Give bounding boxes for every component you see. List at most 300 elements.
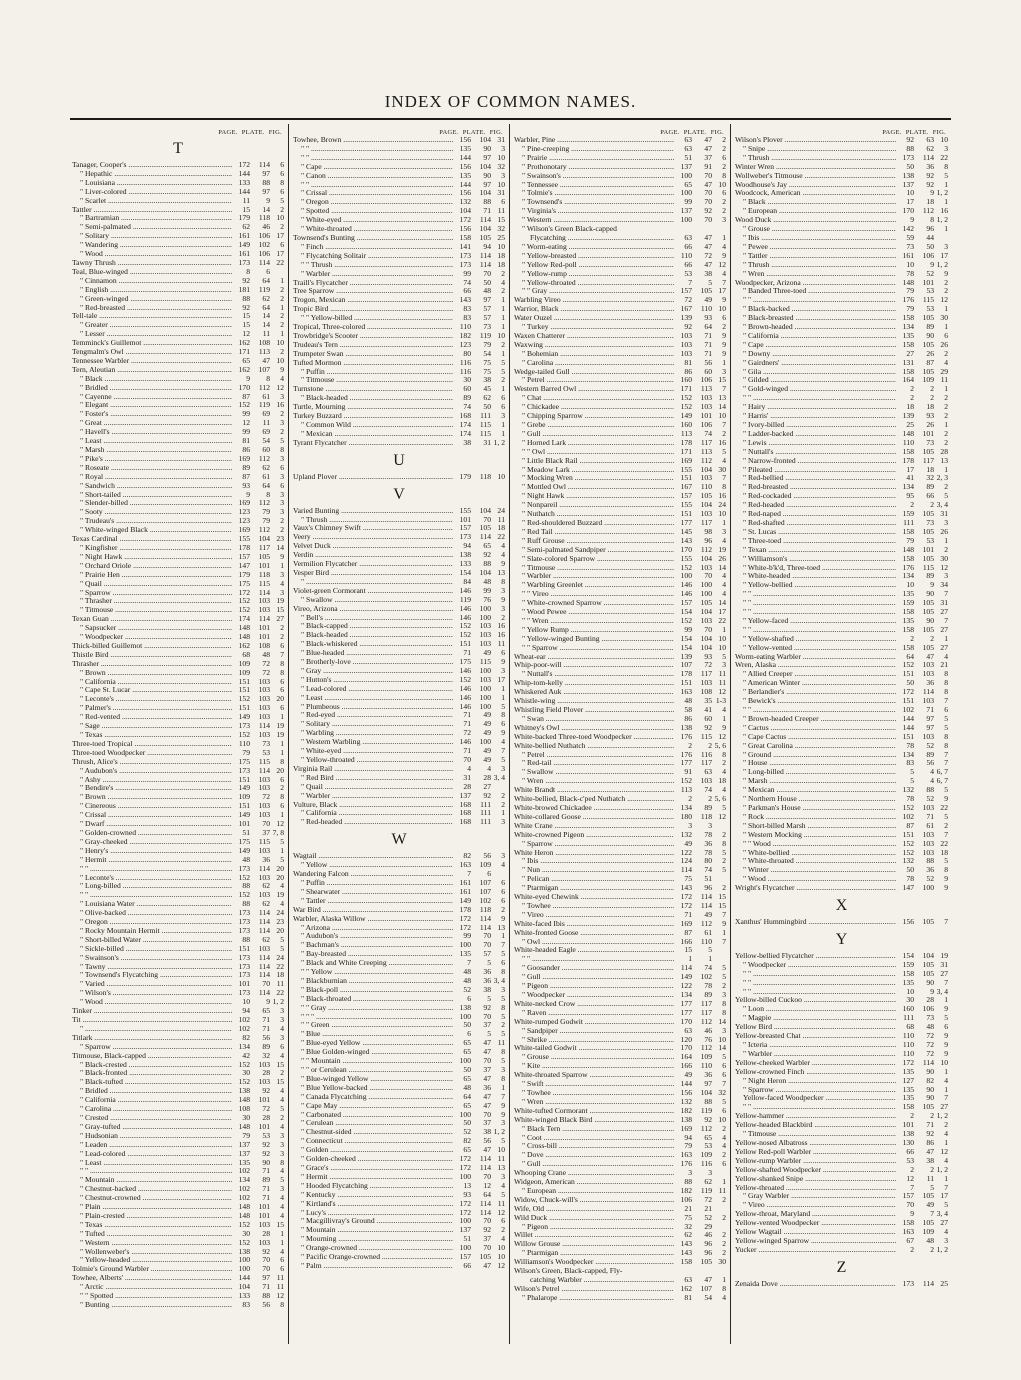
entry-name: Wandering Falcon ..... [293, 870, 453, 879]
entry-plate: 70 [704, 215, 712, 225]
entry-page: 110 [459, 322, 471, 332]
index-entry [514, 172, 726, 181]
entry-fig: 15 [276, 1059, 284, 1069]
entry-page: 149 [238, 240, 250, 250]
index-entry [293, 412, 505, 421]
entry-page: 102 [238, 1184, 250, 1194]
entry-fig: 12 [718, 811, 726, 821]
entry-page: 99 [684, 197, 692, 207]
section-letter: Z [836, 1258, 847, 1276]
entry-page: 152 [238, 890, 250, 900]
entry-page: 10 [906, 986, 914, 996]
entry-name: " Yellow-breasted ..... [514, 252, 674, 261]
entry-name: " Yellow-rump ..... [514, 270, 674, 279]
entry-name: " Dwarf ..... [72, 820, 232, 829]
entry-name: " Lucy's ..... [293, 1209, 453, 1218]
entry-name: Titmouse, Black-capped ..... [72, 1052, 232, 1061]
entry-plate: 9 [266, 195, 270, 205]
entry-name: Trowbridge's Scooter ..... [293, 332, 453, 341]
entry-plate: 104 [700, 642, 712, 652]
entry-page: 133 [459, 559, 471, 569]
entry-fig: 3 [501, 851, 505, 861]
entry-fig: 12 [276, 819, 284, 829]
entry-fig: 14 [718, 402, 726, 412]
entry-fig: 19 [718, 544, 726, 554]
entry-page: 27 [906, 348, 914, 358]
index-entry [514, 581, 726, 590]
entry-fig: 3 [280, 498, 284, 508]
entry-name: " Olive-backed ..... [72, 909, 232, 918]
entry-page: 138 [459, 550, 471, 560]
entry-fig: 6 [280, 774, 284, 784]
entry-name: Towhee, Brown ..... [293, 136, 453, 145]
index-entry [293, 1066, 505, 1075]
entry-fig: 4 [501, 550, 505, 560]
entry-plate: 56 [262, 1032, 270, 1042]
entry-name: " Black-tufted ..... [72, 1078, 232, 1087]
entry-fig: 14 [718, 562, 726, 572]
entry-page: 177 [680, 1007, 692, 1017]
entry-page: 53 [906, 1155, 914, 1165]
index-entry [72, 464, 284, 473]
index-entry [514, 555, 726, 564]
entry-name: " Lesser ..... [72, 330, 232, 339]
entry-page: 79 [242, 1130, 250, 1140]
entry-page: 111 [903, 1013, 914, 1023]
entry-page: 81 [684, 1292, 692, 1302]
entry-plate: 116 [700, 1159, 712, 1169]
entry-page: 110 [902, 437, 914, 447]
entry-page: 135 [902, 1093, 914, 1103]
entry-name: " Banded Three-toed ..... [735, 287, 896, 296]
index-entry [72, 1283, 284, 1292]
entry-page: 103 [680, 339, 692, 349]
entry-name: " Horned Lark ..... [514, 439, 674, 448]
entry-name: " Cactus ..... [735, 724, 896, 733]
entry-fig: 2 [722, 829, 726, 839]
entry-name: " " Gray ..... [514, 287, 674, 296]
entry-fig: 7 [722, 1079, 726, 1089]
entry-page: 62 [242, 222, 250, 232]
entry-name: " Wilson's ..... [72, 989, 232, 998]
index-entry [72, 321, 284, 330]
entry-plate: 60 [704, 713, 712, 723]
entry-page: 161 [238, 231, 250, 241]
entry-fig: 2 [280, 1112, 284, 1122]
index-entry [293, 640, 505, 649]
index-entry [72, 1105, 284, 1114]
entry-name: " Black-fronted ..... [72, 1069, 232, 1078]
entry-plate: 114 [479, 1162, 491, 1172]
index-entry [293, 631, 505, 640]
entry-fig: 2 [722, 1123, 726, 1133]
entry-plate: 90 [483, 143, 491, 153]
index-entry [735, 1246, 948, 1255]
index-entry [72, 473, 284, 482]
entry-name: Wagtail ..... [293, 852, 453, 861]
entry-fig: 5 [280, 436, 284, 446]
entry-fig: 4 [280, 1086, 284, 1096]
index-entry [293, 897, 505, 906]
entry-page: 149 [238, 845, 250, 855]
entry-page: 151 [902, 669, 914, 679]
entry-page: 104 [238, 1282, 250, 1292]
index-entry [72, 704, 284, 713]
entry-plate: 100 [700, 589, 712, 599]
index-entry [72, 713, 284, 722]
entry-name: Turkey Buzzard ..... [293, 412, 453, 421]
entry-plate: 62 [262, 934, 270, 944]
entry-page: 138 [680, 1114, 692, 1124]
entry-name: " Bartramian ..... [72, 214, 232, 223]
index-entry [735, 884, 948, 893]
entry-page: 155 [459, 505, 471, 515]
entry-page: 176 [680, 1159, 692, 1169]
entry-name: " Western Warbling ..... [293, 738, 453, 747]
entry-fig: 22 [940, 802, 948, 812]
entry-plate: 63 [926, 135, 934, 144]
index-entry [514, 902, 726, 911]
entry-plate: 103 [700, 393, 712, 403]
entry-fig: 1, 2 [936, 188, 948, 198]
entry-fig: 5 [280, 195, 284, 205]
entry-fig: 1 [280, 738, 284, 748]
entry-plate: 47 [483, 1260, 491, 1270]
entry-name: " Prothonotary ..... [514, 163, 674, 172]
entry-page: 172 [459, 922, 471, 932]
entry-name: Temminck's Guillemot ..... [72, 339, 232, 348]
index-entry [514, 145, 726, 154]
entry-page: 86 [684, 366, 692, 376]
index-entry [514, 296, 726, 305]
entry-name: " Black-throated ..... [293, 995, 453, 1004]
index-entry [293, 1084, 505, 1093]
index-entry [735, 724, 948, 733]
entry-fig: 1 [722, 624, 726, 634]
index-entry [735, 1050, 948, 1059]
entry-page: 154 [680, 607, 692, 617]
entry-name: " Texas ..... [72, 1221, 232, 1230]
index-entry [293, 1200, 505, 1209]
entry-plate: 106 [258, 231, 270, 241]
entry-fig: 8 [501, 710, 505, 720]
entry-fig: 5 [722, 1096, 726, 1106]
index-entry [72, 927, 284, 936]
entry-plate: 112 [700, 1123, 712, 1133]
entry-page: 71 [463, 648, 471, 658]
index-entry [72, 571, 284, 580]
entry-name: " Meadow Lark ..... [514, 466, 674, 475]
entry-plate: 103 [258, 872, 270, 882]
entry-fig: 22 [718, 615, 726, 625]
index-entry [293, 1217, 505, 1226]
index-entry [293, 296, 505, 305]
entry-plate: 101 [258, 623, 270, 633]
entry-name: Tern, Aleutian ..... [72, 366, 232, 375]
entry-plate: 32 [926, 473, 934, 483]
entry-plate: 105 [700, 286, 712, 296]
entry-fig: 7 [722, 936, 726, 946]
entry-page: 166 [680, 1061, 692, 1071]
entry-name: " Ladder-backed ..... [735, 430, 896, 439]
index-entry [735, 952, 948, 961]
entry-plate: 114 [922, 687, 934, 697]
entry-plate: 54 [704, 1292, 712, 1302]
entry-name: " Royal ..... [72, 473, 232, 482]
entry-page: 151 [238, 943, 250, 953]
entry-page: 169 [680, 918, 692, 928]
entry-name: " Harris' ..... [735, 412, 896, 421]
entry-page: 89 [463, 393, 471, 403]
entry-name: " Nuthatch ..... [514, 510, 674, 519]
entry-fig: 2 [501, 268, 505, 278]
entry-page: 156 [459, 135, 471, 144]
entry-name: " Wren ..... [514, 777, 674, 786]
index-entry [72, 651, 284, 660]
entry-name: Whistling Field Plover ..... [514, 706, 674, 715]
entry-plate: 71 [262, 1193, 270, 1203]
index-entry [514, 653, 726, 662]
index-entry [72, 277, 284, 286]
entry-plate: 46 [262, 222, 270, 232]
entry-page: 148 [238, 623, 250, 633]
entry-name: " Least ..... [72, 437, 232, 446]
entry-plate: 72 [926, 1048, 934, 1058]
entry-name: " " ..... [735, 590, 896, 599]
entry-page: 64 [906, 651, 914, 661]
index-entry [514, 759, 726, 768]
entry-name: " White-eyed ..... [293, 747, 453, 756]
entry-page: 171 [680, 446, 692, 456]
index-entry [514, 163, 726, 172]
entry-page: 48 [463, 1082, 471, 1092]
entry-page: 88 [242, 293, 250, 303]
entry-plate: 1 [708, 954, 712, 964]
entry-fig: 4 [280, 373, 284, 383]
entry-plate: 47 [926, 651, 934, 661]
entry-plate: 72 [704, 250, 712, 260]
entry-fig: 2 [722, 1212, 726, 1222]
index-entry [293, 738, 505, 747]
entry-name: " Cinereous ..... [72, 802, 232, 811]
index-entry [293, 136, 505, 145]
entry-fig: 5 [722, 651, 726, 661]
entry-fig: 9 [944, 1031, 948, 1041]
entry-page: 152 [902, 802, 914, 812]
entry-fig: 3 [280, 1184, 284, 1194]
entry-plate: 51 [704, 874, 712, 884]
index-entry [293, 163, 505, 172]
entry-fig: 10 [718, 1034, 726, 1044]
entry-fig: 8 [944, 161, 948, 171]
entry-name: Titlark ..... [72, 1034, 232, 1043]
index-entry [735, 866, 948, 875]
entry-plate: 5 [708, 945, 712, 955]
entry-fig: 11 [497, 514, 505, 524]
index-entry [514, 1018, 726, 1027]
entry-plate: 102 [700, 972, 712, 982]
index-entry [293, 1013, 505, 1022]
index-entry [293, 605, 505, 614]
entry-name: " " Gray ..... [293, 1004, 453, 1013]
entry-plate: 103 [258, 1077, 270, 1087]
entry-page: 102 [238, 1023, 250, 1033]
entry-fig: 29 [940, 366, 948, 376]
entry-plate: 100 [479, 701, 491, 711]
entry-name: " Bohemian ..... [514, 350, 674, 359]
entry-name: " Red Tail ..... [514, 528, 674, 537]
entry-fig: 4 [280, 578, 284, 588]
index-entry [735, 1023, 948, 1032]
entry-page: 116 [459, 366, 471, 376]
entry-plate: 99 [483, 585, 491, 595]
entry-page: 172 [459, 1154, 471, 1164]
entry-page: 68 [906, 1022, 914, 1032]
entry-page: 166 [680, 936, 692, 946]
entry-page: 102 [238, 1193, 250, 1203]
entry-name: " Petrel ..... [514, 751, 674, 760]
entry-fig: 20 [276, 765, 284, 775]
entry-page: 154 [680, 633, 692, 643]
entry-page: 15 [242, 320, 250, 330]
index-entry [293, 1030, 505, 1039]
entry-page: 93 [242, 480, 250, 490]
entry-name: " Black-capped ..... [293, 622, 453, 631]
entry-fig: 3 [501, 1171, 505, 1181]
entry-page: 178 [902, 455, 914, 465]
entry-plate: 61 [262, 391, 270, 401]
index-entry [735, 875, 948, 884]
entry-fig: 2 [280, 293, 284, 303]
entry-page: 7 [910, 1182, 914, 1192]
entry-page: 122 [680, 981, 692, 991]
entry-fig: 5 [501, 1056, 505, 1066]
entry-plate: 97 [262, 1273, 270, 1283]
entry-plate: 114 [479, 922, 491, 932]
entry-fig: 4 [722, 767, 726, 777]
entry-page: 18 [906, 402, 914, 412]
entry-name: " Petrel ..... [514, 376, 674, 385]
index-entry [72, 838, 284, 847]
entry-page: 148 [902, 277, 914, 287]
entry-fig: 5 [722, 972, 726, 982]
index-entry [735, 555, 948, 564]
entry-page: 78 [906, 794, 914, 804]
entry-page: 10 [242, 997, 250, 1007]
entry-fig: 3 [280, 453, 284, 463]
entry-name: " Oregon ..... [293, 198, 453, 207]
index-entry [735, 840, 948, 849]
entry-fig: 2 [280, 427, 284, 437]
entry-page: 100 [680, 188, 692, 198]
entry-page: 99 [463, 268, 471, 278]
entry-page: 143 [680, 1239, 692, 1249]
index-entry [293, 977, 505, 986]
entry-fig: 10 [718, 642, 726, 652]
index-entry [514, 724, 726, 733]
entry-plate: 105 [922, 598, 934, 608]
entry-plate: 70 [483, 268, 491, 278]
entry-page: 2 [910, 1244, 914, 1254]
entry-page: 116 [459, 357, 471, 367]
entry-name: " " ..... [735, 970, 896, 979]
entry-name: " Arizona ..... [293, 924, 453, 933]
index-entry [293, 596, 505, 605]
column-header-page: PAGE. [439, 129, 459, 136]
index-entry [514, 1294, 726, 1303]
entry-name: " Gold-winged ..... [735, 385, 896, 394]
entry-plate: 115 [258, 756, 270, 766]
entry-plate: 48 [926, 1022, 934, 1032]
entry-name: Yellow-nosed Albatross ..... [735, 1139, 896, 1148]
entry-fig: 3, 4 [493, 975, 505, 985]
entry-plate: 103 [258, 1059, 270, 1069]
entry-plate: 57 [483, 304, 491, 314]
entry-page: 135 [459, 949, 471, 959]
entry-fig: 1 [944, 1066, 948, 1076]
entry-plate: 103 [922, 669, 934, 679]
entry-plate: 8 [930, 215, 934, 225]
entry-fig: 6 [944, 705, 948, 714]
entry-plate: 103 [258, 712, 270, 722]
column-header-page: PAGE. [218, 129, 238, 136]
index-entry [735, 644, 948, 653]
entry-name: " Coot ..... [514, 1134, 674, 1143]
entry-name: " Havell's ..... [72, 428, 232, 437]
entry-plate: 103 [922, 696, 934, 706]
entry-plate: 70 [483, 1109, 491, 1119]
entry-fig: 8 [501, 576, 505, 586]
entry-name: " Bridled ..... [72, 384, 232, 393]
index-entry [514, 1071, 726, 1080]
index-entry [735, 970, 948, 979]
entry-page: 174 [459, 428, 471, 438]
entry-fig: 9 [280, 551, 284, 561]
entry-page: 154 [680, 642, 692, 652]
entry-page: 21 [684, 1203, 692, 1213]
index-entry [293, 1253, 505, 1262]
entry-page: 146 [459, 603, 471, 613]
entry-plate: 46 [704, 1230, 712, 1240]
entry-name: " California ..... [72, 678, 232, 687]
entry-name: Virginia Rail ..... [293, 765, 453, 774]
index-entry [514, 1080, 726, 1089]
entry-plate: 110 [700, 304, 712, 314]
index-entry [293, 783, 505, 792]
entry-plate: 103 [922, 802, 934, 812]
index-entry [514, 359, 726, 368]
index-entry [514, 706, 726, 715]
entry-name: " Mottled Owl ..... [514, 483, 674, 492]
entry-name: " Tawny ..... [72, 963, 232, 972]
entry-plate: 72 [704, 660, 712, 670]
index-entry [735, 403, 948, 412]
entry-page: 78 [906, 874, 914, 884]
entry-fig: 4 [501, 277, 505, 287]
entry-page: 139 [680, 651, 692, 661]
entry-fig: 10 [497, 1243, 505, 1253]
index-entry [514, 866, 726, 875]
entry-page: 168 [459, 411, 471, 421]
entry-plate: 103 [922, 731, 934, 741]
entry-plate: 97 [926, 722, 934, 732]
entry-page: 88 [242, 881, 250, 891]
index-entry [514, 1160, 726, 1169]
entry-page: 135 [459, 143, 471, 153]
index-entry [293, 658, 505, 667]
entry-name: " Kite ..... [514, 1062, 674, 1071]
entry-plate: 89 [704, 990, 712, 999]
